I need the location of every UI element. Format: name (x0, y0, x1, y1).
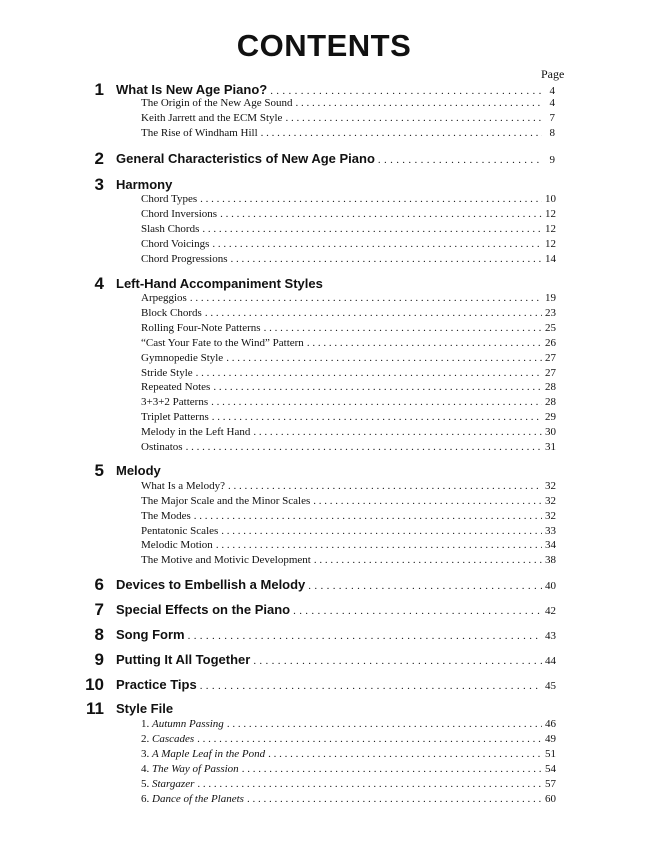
chapter-number: 11 (86, 699, 104, 718)
entry-page: 29 (545, 411, 556, 423)
dot-leader (212, 411, 542, 423)
toc-entry[interactable] (141, 352, 555, 364)
toc-entry[interactable] (141, 718, 555, 730)
entry-page: 12 (545, 208, 556, 220)
chapter-page: 44 (545, 655, 556, 667)
dot-leader (216, 539, 542, 551)
entry-title: The Modes (141, 510, 191, 522)
entry-page: 28 (545, 396, 556, 408)
entry-title: Arpeggios (141, 292, 187, 304)
entry-page: 4 (549, 97, 555, 109)
entry-page: 31 (545, 441, 556, 453)
chapter-title: Melody (116, 463, 161, 478)
entry-number: 6. (141, 793, 150, 805)
chapter-title: What Is New Age Piano? (116, 82, 268, 97)
entry-title: Dance of the Planets (152, 793, 244, 805)
entry-title: The Origin of the New Age Sound (141, 97, 293, 109)
toc-entry[interactable] (141, 733, 555, 745)
chapter-page: 43 (545, 630, 556, 642)
dot-leader (285, 112, 542, 124)
dot-leader (242, 763, 542, 775)
dot-leader (247, 793, 542, 805)
chapter-page: 42 (545, 605, 556, 617)
entry-title: The Rise of Windham Hill (141, 127, 258, 139)
dot-leader (197, 733, 542, 745)
chapter-page: 4 (549, 85, 555, 97)
dot-leader (313, 495, 542, 507)
entry-number: 2. (141, 733, 150, 745)
entry-title: Repeated Notes (141, 381, 211, 393)
entry-page: 46 (545, 718, 556, 730)
entry-page: 38 (545, 554, 556, 566)
dot-leader (227, 718, 542, 730)
entry-title: Melodic Motion (141, 539, 213, 551)
entry-number: 3. (141, 748, 150, 760)
entry-title: The Motive and Motivic Development (141, 554, 311, 566)
entry-title: A Maple Leaf in the Pond (152, 748, 266, 760)
dot-leader (253, 426, 542, 438)
dot-leader (253, 655, 542, 667)
chapter-title: Putting It All Together (116, 652, 251, 667)
entry-title: Chord Types (141, 193, 198, 205)
entry-page: 26 (545, 337, 556, 349)
dot-leader (188, 630, 542, 642)
toc-entry[interactable] (141, 208, 555, 220)
chapter-number: 2 (94, 149, 104, 168)
chapter-10[interactable] (0, 677, 648, 695)
dot-leader (186, 441, 542, 453)
entry-title: “Cast Your Fate to the Wind” Pattern (141, 337, 304, 349)
entry-page: 12 (545, 238, 556, 250)
entry-title: Block Chords (141, 307, 202, 319)
chapter-number: 5 (94, 461, 104, 480)
dot-leader (308, 580, 542, 592)
chapter-title: General Characteristics of New Age Piano (116, 151, 375, 166)
dot-leader (202, 223, 542, 235)
dot-leader (314, 554, 542, 566)
toc-entry[interactable] (141, 778, 555, 790)
chapter-9[interactable] (0, 652, 648, 670)
dot-leader (264, 322, 542, 334)
entry-title: 3+3+2 Patterns (141, 396, 209, 408)
entry-page: 12 (545, 223, 556, 235)
entry-title: Stargazer (152, 778, 195, 790)
entry-title: The Way of Passion (152, 763, 239, 775)
dot-leader (228, 480, 542, 492)
chapter-title: Practice Tips (116, 677, 197, 692)
toc-entry[interactable] (141, 480, 555, 492)
toc-entry[interactable] (141, 292, 555, 304)
chapter-title: Song Form (116, 627, 185, 642)
chapter-title: Harmony (116, 177, 173, 192)
entry-title: Pentatonic Scales (141, 525, 219, 537)
dot-leader (307, 337, 542, 349)
toc-entry[interactable] (141, 554, 555, 566)
toc-entry[interactable] (141, 193, 555, 205)
entry-title: The Major Scale and the Minor Scales (141, 495, 311, 507)
dot-leader (196, 367, 542, 379)
entry-page: 27 (545, 352, 556, 364)
entry-title: Ostinatos (141, 441, 183, 453)
toc-entry[interactable] (141, 763, 555, 775)
entry-title: Chord Voicings (141, 238, 210, 250)
chapter-number: 3 (94, 175, 104, 194)
chapter-page: 45 (545, 680, 556, 692)
page-column-label: Page (541, 67, 565, 81)
chapter-2[interactable] (0, 151, 648, 169)
entry-title: Autumn Passing (152, 718, 224, 730)
chapter-title: Left-Hand Accompaniment Styles (116, 276, 323, 291)
toc-entry[interactable] (141, 307, 555, 319)
toc-entry[interactable] (141, 322, 555, 334)
chapter-number: 7 (94, 600, 104, 619)
entry-page: 32 (545, 480, 556, 492)
entry-title: What Is a Melody? (141, 480, 225, 492)
entry-page: 60 (545, 793, 556, 805)
toc-entry[interactable] (141, 238, 555, 250)
dot-leader (378, 154, 542, 166)
toc-entry[interactable] (141, 441, 555, 453)
dot-leader (221, 525, 542, 537)
entry-page: 28 (545, 381, 556, 393)
entry-title: Gymnopedie Style (141, 352, 224, 364)
entry-page: 34 (545, 539, 556, 551)
toc-entry[interactable] (141, 793, 555, 805)
entry-title: Keith Jarrett and the ECM Style (141, 112, 283, 124)
chapter-number: 1 (94, 80, 104, 99)
toc-entry[interactable] (141, 112, 555, 124)
entry-page: 30 (545, 426, 556, 438)
entry-page: 27 (545, 367, 556, 379)
toc-entry[interactable] (141, 411, 555, 423)
entry-title: Triplet Patterns (141, 411, 209, 423)
toc-entry[interactable] (141, 367, 555, 379)
toc-entry[interactable] (141, 337, 555, 349)
chapter-number: 6 (94, 575, 104, 594)
chapter-number: 9 (94, 650, 104, 669)
dot-leader (205, 307, 542, 319)
entry-number: 1. (141, 718, 150, 730)
toc-entry[interactable] (141, 539, 555, 551)
entry-page: 57 (545, 778, 556, 790)
entry-page: 25 (545, 322, 556, 334)
dot-leader (296, 97, 542, 109)
dot-leader (212, 238, 542, 250)
dot-leader (213, 381, 542, 393)
chapter-number: 10 (85, 675, 104, 694)
dot-leader (194, 510, 542, 522)
dot-leader (226, 352, 542, 364)
toc-entry[interactable] (141, 97, 555, 109)
dot-leader (211, 396, 542, 408)
entry-number: 5. (141, 778, 150, 790)
entry-page: 33 (545, 525, 556, 537)
chapter-8[interactable] (0, 627, 648, 645)
entry-title: Slash Chords (141, 223, 200, 235)
chapter-title: Style File (116, 701, 174, 716)
chapter-title: Devices to Embellish a Melody (116, 577, 306, 592)
entry-number: 4. (141, 763, 150, 775)
dot-leader (270, 85, 542, 97)
dot-leader (200, 193, 542, 205)
chapter-number: 8 (94, 625, 104, 644)
entry-page: 10 (545, 193, 556, 205)
toc-entry[interactable] (141, 510, 555, 522)
chapter-6[interactable] (0, 577, 648, 595)
entry-title: Rolling Four-Note Patterns (141, 322, 261, 334)
toc-entry[interactable] (141, 381, 555, 393)
entry-page: 14 (545, 253, 556, 265)
dot-leader (190, 292, 542, 304)
entry-title: Melody in the Left Hand (141, 426, 251, 438)
entry-title: Cascades (152, 733, 195, 745)
toc-entry[interactable] (141, 495, 555, 507)
dot-leader (197, 778, 542, 790)
chapter-page: 40 (545, 580, 556, 592)
chapter-5[interactable] (0, 463, 648, 481)
entry-page: 19 (545, 292, 556, 304)
entry-page: 8 (549, 127, 555, 139)
entry-page: 32 (545, 510, 556, 522)
toc-entry[interactable] (141, 127, 555, 139)
dot-leader (230, 253, 542, 265)
chapter-page: 9 (549, 154, 555, 166)
dot-leader (293, 605, 542, 617)
toc-entry[interactable] (141, 223, 555, 235)
entry-page: 23 (545, 307, 556, 319)
chapter-number: 4 (94, 274, 104, 293)
toc-entry[interactable] (141, 525, 555, 537)
dot-leader (220, 208, 542, 220)
entry-title: Chord Progressions (141, 253, 228, 265)
dot-leader (261, 127, 542, 139)
entry-page: 54 (545, 763, 556, 775)
toc-entry[interactable] (141, 396, 555, 408)
chapter-7[interactable] (0, 602, 648, 620)
toc-entry[interactable] (141, 253, 555, 265)
toc-entry[interactable] (141, 426, 555, 438)
entry-page: 49 (545, 733, 556, 745)
entry-page: 51 (545, 748, 556, 760)
entry-page: 7 (549, 112, 555, 124)
page-title: CONTENTS (236, 28, 412, 63)
entry-title: Stride Style (141, 367, 193, 379)
chapter-11[interactable] (0, 701, 648, 719)
entry-page: 32 (545, 495, 556, 507)
dot-leader (268, 748, 542, 760)
entry-title: Chord Inversions (141, 208, 218, 220)
dot-leader (200, 680, 542, 692)
toc-entry[interactable] (141, 748, 555, 760)
chapter-title: Special Effects on the Piano (116, 602, 291, 617)
